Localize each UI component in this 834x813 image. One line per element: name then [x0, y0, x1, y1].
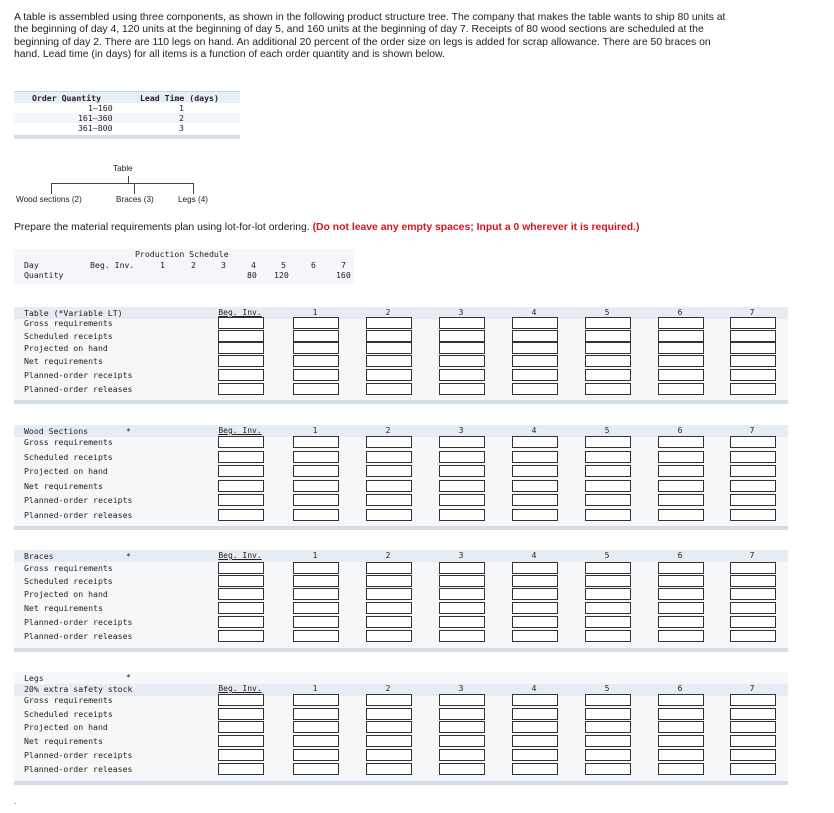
day-input[interactable] [512, 330, 558, 342]
mrp-block [14, 307, 788, 404]
day-input[interactable] [585, 465, 631, 477]
mrp-row-label: Gross requirements [24, 437, 113, 447]
day-input[interactable] [658, 721, 704, 733]
day-input[interactable] [439, 602, 485, 614]
day-input[interactable] [512, 436, 558, 448]
beg-inv-input[interactable] [218, 317, 264, 329]
beg-inv-input[interactable] [218, 694, 264, 706]
mrp-col-day: 6 [677, 684, 683, 693]
day-input[interactable] [658, 602, 704, 614]
day-input[interactable] [658, 630, 704, 642]
day-input[interactable] [512, 721, 558, 733]
day-input[interactable] [730, 383, 776, 395]
day-input[interactable] [512, 749, 558, 761]
mrp-block-title: Legs [24, 673, 44, 683]
day-input[interactable] [293, 342, 339, 354]
mrp-row-label: Scheduled receipts [24, 576, 113, 586]
mrp-col-day: 6 [677, 426, 683, 435]
day-input[interactable] [658, 763, 704, 775]
beg-inv-input[interactable] [218, 588, 264, 600]
day-input[interactable] [293, 749, 339, 761]
day-input[interactable] [366, 369, 412, 381]
day-input[interactable] [512, 630, 558, 642]
mrp-col-day: 4 [531, 551, 537, 560]
mrp-row-label: Gross requirements [24, 695, 113, 705]
mrp-block [14, 672, 788, 785]
beg-inv-input[interactable] [218, 494, 264, 506]
day-input[interactable] [658, 317, 704, 329]
mrp-row-label: Planned-order receipts [24, 750, 133, 760]
prod-day: 6 [311, 260, 316, 270]
beg-inv-input[interactable] [218, 575, 264, 587]
day-input[interactable] [512, 480, 558, 492]
day-input[interactable] [512, 575, 558, 587]
mrp-col-day: 1 [312, 308, 318, 317]
day-input[interactable] [439, 436, 485, 448]
day-input[interactable] [293, 735, 339, 747]
prod-beg-label: Beg. Inv. [90, 260, 135, 270]
lt-qty: 161–360 [78, 113, 113, 123]
mrp-block [14, 425, 788, 530]
day-input[interactable] [439, 451, 485, 463]
day-input[interactable] [366, 708, 412, 720]
mrp-row-label: Net requirements [24, 736, 103, 746]
day-input[interactable] [730, 436, 776, 448]
day-input[interactable] [585, 588, 631, 600]
day-input[interactable] [512, 602, 558, 614]
mrp-row-label: Scheduled receipts [24, 709, 113, 719]
mrp-row-label: Projected on hand [24, 343, 108, 353]
day-input[interactable] [293, 355, 339, 367]
day-input[interactable] [658, 562, 704, 574]
mrp-col-beg-inv: Beg. Inv. [218, 684, 262, 693]
prod-title: Production Schedule [135, 249, 229, 259]
day-input[interactable] [293, 630, 339, 642]
day-input[interactable] [366, 355, 412, 367]
day-input[interactable] [585, 602, 631, 614]
day-input[interactable] [585, 509, 631, 521]
day-input[interactable] [512, 588, 558, 600]
mrp-col-day: 5 [604, 308, 610, 317]
mrp-col-day: 4 [531, 426, 537, 435]
tree-root: Table [113, 164, 133, 173]
beg-inv-input[interactable] [218, 480, 264, 492]
mrp-row-label: Net requirements [24, 356, 103, 366]
day-input[interactable] [366, 562, 412, 574]
day-input[interactable] [439, 494, 485, 506]
prod-day: 4 [251, 260, 256, 270]
mrp-col-day: 3 [458, 551, 464, 560]
beg-inv-input[interactable] [218, 735, 264, 747]
lt-header-lt: Lead Time (days) [140, 93, 219, 103]
mrp-row-label: Planned-order receipts [24, 617, 133, 627]
tree-child-wood: Wood sections (2) [16, 195, 82, 204]
mrp-row-label: Planned-order receipts [24, 495, 133, 505]
day-input[interactable] [730, 480, 776, 492]
day-input[interactable] [730, 588, 776, 600]
mrp-col-beg-inv: Beg. Inv. [218, 308, 262, 317]
mrp-row-label: Planned-order releases [24, 384, 133, 394]
day-input[interactable] [658, 616, 704, 628]
day-input[interactable] [293, 509, 339, 521]
prod-day: 1 [160, 260, 165, 270]
day-input[interactable] [585, 721, 631, 733]
day-input[interactable] [730, 562, 776, 574]
mrp-block-title: Wood Sections [24, 426, 89, 436]
day-input[interactable] [658, 588, 704, 600]
day-input[interactable] [293, 480, 339, 492]
mrp-col-day: 3 [458, 426, 464, 435]
prod-day-label: Day [24, 260, 39, 270]
beg-inv-input[interactable] [218, 616, 264, 628]
prod-day: 2 [191, 260, 196, 270]
day-input[interactable] [293, 708, 339, 720]
mrp-block-title: Table (*Variable LT) [24, 308, 123, 318]
day-input[interactable] [439, 630, 485, 642]
day-input[interactable] [658, 575, 704, 587]
day-input[interactable] [585, 494, 631, 506]
lead-time-table [14, 91, 240, 139]
day-input[interactable] [293, 562, 339, 574]
prod-qty: 120 [274, 270, 289, 280]
day-input[interactable] [293, 763, 339, 775]
day-input[interactable] [293, 694, 339, 706]
day-input[interactable] [366, 317, 412, 329]
beg-inv-input[interactable] [218, 383, 264, 395]
day-input[interactable] [585, 616, 631, 628]
day-input[interactable] [512, 735, 558, 747]
mrp-extra-label: 20% extra safety stock [24, 684, 133, 694]
mrp-col-day: 6 [677, 551, 683, 560]
mrp-row-label: Projected on hand [24, 589, 108, 599]
mrp-row-label: Net requirements [24, 603, 103, 613]
day-input[interactable] [439, 383, 485, 395]
mrp-col-day: 4 [531, 308, 537, 317]
day-input[interactable] [439, 355, 485, 367]
mrp-col-day: 7 [749, 551, 755, 560]
day-input[interactable] [585, 630, 631, 642]
prod-qty: 80 [247, 270, 257, 280]
day-input[interactable] [512, 708, 558, 720]
day-input[interactable] [658, 330, 704, 342]
mrp-col-beg-inv: Beg. Inv. [218, 426, 262, 435]
beg-inv-input[interactable] [218, 451, 264, 463]
day-input[interactable] [730, 749, 776, 761]
mrp-row-label: Planned-order releases [24, 631, 133, 641]
day-input[interactable] [293, 616, 339, 628]
lt-value: 2 [179, 113, 184, 123]
mrp-col-day: 6 [677, 308, 683, 317]
day-input[interactable] [293, 436, 339, 448]
day-input[interactable] [366, 630, 412, 642]
mrp-col-day: 1 [312, 551, 318, 560]
mrp-row-label: Net requirements [24, 481, 103, 491]
mrp-row-label: Scheduled receipts [24, 452, 113, 462]
day-input[interactable] [366, 602, 412, 614]
day-input[interactable] [730, 342, 776, 354]
day-input[interactable] [366, 588, 412, 600]
day-input[interactable] [585, 451, 631, 463]
beg-inv-input[interactable] [218, 602, 264, 614]
mrp-col-day: 2 [385, 426, 391, 435]
beg-inv-input[interactable] [218, 436, 264, 448]
mrp-col-day: 5 [604, 426, 610, 435]
day-input[interactable] [512, 355, 558, 367]
beg-inv-input[interactable] [218, 465, 264, 477]
day-input[interactable] [366, 749, 412, 761]
mrp-row-label: Gross requirements [24, 563, 113, 573]
day-input[interactable] [293, 383, 339, 395]
day-input[interactable] [366, 436, 412, 448]
day-input[interactable] [366, 330, 412, 342]
day-input[interactable] [730, 355, 776, 367]
mrp-row-label: Scheduled receipts [24, 331, 113, 341]
prod-day: 5 [281, 260, 286, 270]
day-input[interactable] [730, 735, 776, 747]
prod-qty-label: Quantity [24, 270, 64, 280]
lt-value: 1 [179, 103, 184, 113]
day-input[interactable] [439, 465, 485, 477]
day-input[interactable] [730, 494, 776, 506]
day-input[interactable] [439, 480, 485, 492]
day-input[interactable] [366, 465, 412, 477]
day-input[interactable] [366, 575, 412, 587]
day-input[interactable] [512, 342, 558, 354]
day-input[interactable] [730, 721, 776, 733]
mrp-col-day: 5 [604, 684, 610, 693]
day-input[interactable] [658, 355, 704, 367]
day-input[interactable] [730, 616, 776, 628]
lt-header-qty: Order Quantity [32, 93, 102, 103]
day-input[interactable] [512, 694, 558, 706]
mrp-block [14, 550, 788, 652]
day-input[interactable] [439, 369, 485, 381]
beg-inv-input[interactable] [218, 342, 264, 354]
day-input[interactable] [512, 317, 558, 329]
day-input[interactable] [658, 451, 704, 463]
prod-day: 3 [221, 260, 226, 270]
day-input[interactable] [293, 451, 339, 463]
day-input[interactable] [585, 317, 631, 329]
day-input[interactable] [512, 383, 558, 395]
day-input[interactable] [439, 749, 485, 761]
day-input[interactable] [658, 383, 704, 395]
day-input[interactable] [730, 602, 776, 614]
mrp-col-beg-inv: Beg. Inv. [218, 551, 262, 560]
day-input[interactable] [585, 708, 631, 720]
day-input[interactable] [512, 562, 558, 574]
mrp-col-day: 2 [385, 684, 391, 693]
day-input[interactable] [293, 494, 339, 506]
day-input[interactable] [658, 342, 704, 354]
day-input[interactable] [585, 749, 631, 761]
prod-day: 7 [341, 260, 346, 270]
day-input[interactable] [439, 588, 485, 600]
day-input[interactable] [512, 509, 558, 521]
day-input[interactable] [585, 575, 631, 587]
day-input[interactable] [366, 735, 412, 747]
day-input[interactable] [293, 602, 339, 614]
day-input[interactable] [439, 575, 485, 587]
day-input[interactable] [585, 480, 631, 492]
day-input[interactable] [439, 317, 485, 329]
lt-value: 3 [179, 123, 184, 133]
day-input[interactable] [366, 342, 412, 354]
day-input[interactable] [730, 369, 776, 381]
beg-inv-input[interactable] [218, 749, 264, 761]
instruction [14, 222, 639, 233]
day-input[interactable] [293, 465, 339, 477]
beg-inv-input[interactable] [218, 721, 264, 733]
day-input[interactable] [585, 330, 631, 342]
day-input[interactable] [293, 575, 339, 587]
day-input[interactable] [439, 708, 485, 720]
mrp-row-label: Planned-order receipts [24, 370, 133, 380]
mrp-col-day: 7 [749, 684, 755, 693]
mrp-row-label: Projected on hand [24, 722, 108, 732]
day-input[interactable] [366, 383, 412, 395]
day-input[interactable] [512, 369, 558, 381]
day-input[interactable] [730, 575, 776, 587]
day-input[interactable] [439, 616, 485, 628]
mrp-row-label: Gross requirements [24, 318, 113, 328]
beg-inv-input[interactable] [218, 630, 264, 642]
day-input[interactable] [366, 480, 412, 492]
day-input[interactable] [585, 383, 631, 395]
day-input[interactable] [585, 735, 631, 747]
beg-inv-input[interactable] [218, 562, 264, 574]
mrp-col-day: 2 [385, 551, 391, 560]
day-input[interactable] [730, 763, 776, 775]
beg-inv-input[interactable] [218, 763, 264, 775]
day-input[interactable] [730, 708, 776, 720]
beg-inv-input[interactable] [218, 369, 264, 381]
day-input[interactable] [512, 494, 558, 506]
mrp-col-day: 1 [312, 426, 318, 435]
mrp-col-day: 5 [604, 551, 610, 560]
day-input[interactable] [585, 369, 631, 381]
mrp-col-day: 4 [531, 684, 537, 693]
day-input[interactable] [366, 509, 412, 521]
prod-qty: 160 [336, 270, 351, 280]
lt-qty: 1–160 [88, 103, 113, 113]
mrp-col-day: 3 [458, 308, 464, 317]
day-input[interactable] [658, 436, 704, 448]
day-input[interactable] [366, 494, 412, 506]
instruction-note: (Do not leave any empty spaces; Input a 0 wherever it is required.) [312, 222, 640, 233]
mrp-star: * [126, 426, 131, 436]
day-input[interactable] [293, 369, 339, 381]
beg-inv-input[interactable] [218, 355, 264, 367]
mrp-col-day: 2 [385, 308, 391, 317]
day-input[interactable] [658, 465, 704, 477]
day-input[interactable] [512, 616, 558, 628]
day-input[interactable] [512, 451, 558, 463]
day-input[interactable] [585, 562, 631, 574]
beg-inv-input[interactable] [218, 330, 264, 342]
day-input[interactable] [366, 451, 412, 463]
day-input[interactable] [730, 509, 776, 521]
day-input[interactable] [585, 694, 631, 706]
day-input[interactable] [439, 763, 485, 775]
day-input[interactable] [439, 694, 485, 706]
day-input[interactable] [512, 763, 558, 775]
mrp-star: * [126, 551, 131, 561]
production-schedule [14, 249, 354, 284]
day-input[interactable] [658, 708, 704, 720]
day-input[interactable] [585, 342, 631, 354]
mrp-star: * [126, 672, 131, 682]
day-input[interactable] [658, 735, 704, 747]
day-input[interactable] [658, 480, 704, 492]
day-input[interactable] [293, 588, 339, 600]
day-input[interactable] [585, 436, 631, 448]
mrp-row-label: Planned-order releases [24, 764, 133, 774]
beg-inv-input[interactable] [218, 509, 264, 521]
day-input[interactable] [730, 317, 776, 329]
day-input[interactable] [439, 721, 485, 733]
mrp-row-label: Planned-order releases [24, 510, 133, 520]
day-input[interactable] [658, 369, 704, 381]
day-input[interactable] [658, 509, 704, 521]
day-input[interactable] [512, 465, 558, 477]
mrp-col-day: 3 [458, 684, 464, 693]
day-input[interactable] [439, 330, 485, 342]
day-input[interactable] [366, 721, 412, 733]
footer-mark: . [14, 797, 17, 806]
day-input[interactable] [730, 630, 776, 642]
day-input[interactable] [366, 616, 412, 628]
day-input[interactable] [730, 330, 776, 342]
day-input[interactable] [293, 317, 339, 329]
day-input[interactable] [658, 749, 704, 761]
mrp-col-day: 7 [749, 426, 755, 435]
day-input[interactable] [730, 694, 776, 706]
mrp-row-label: Projected on hand [24, 466, 108, 476]
instruction-text: Prepare the material requirements plan using lot-for-lot ordering. [14, 222, 310, 233]
day-input[interactable] [585, 763, 631, 775]
day-input[interactable] [585, 355, 631, 367]
day-input[interactable] [439, 735, 485, 747]
day-input[interactable] [366, 694, 412, 706]
day-input[interactable] [730, 465, 776, 477]
mrp-block-title: Braces [24, 551, 54, 561]
day-input[interactable] [658, 494, 704, 506]
lt-qty: 361–800 [78, 123, 113, 133]
mrp-col-day: 7 [749, 308, 755, 317]
day-input[interactable] [439, 509, 485, 521]
day-input[interactable] [439, 342, 485, 354]
day-input[interactable] [293, 330, 339, 342]
problem-statement: A table is assembled using three components, as shown in the following product structure tree. The company that makes the table wants to ship 80 units at the beginning of day 4, 120 units at the beginning of day 5, and 160 units at the beginning of day 7. Receipts of 80 wood sections are scheduled at the beginning of day 2. There are 110 legs on hand. An additional 20 percent of the order size on legs is added for scrap allowance. There are 50 braces on hand. Lead time (in days) for all items is a function of each order quantity and is shown below. [14, 12, 726, 61]
day-input[interactable] [439, 562, 485, 574]
day-input[interactable] [366, 763, 412, 775]
day-input[interactable] [730, 451, 776, 463]
tree-child-braces: Braces (3) [116, 195, 154, 204]
mrp-col-day: 1 [312, 684, 318, 693]
tree-child-legs: Legs (4) [178, 195, 209, 204]
day-input[interactable] [658, 694, 704, 706]
beg-inv-input[interactable] [218, 708, 264, 720]
day-input[interactable] [293, 721, 339, 733]
